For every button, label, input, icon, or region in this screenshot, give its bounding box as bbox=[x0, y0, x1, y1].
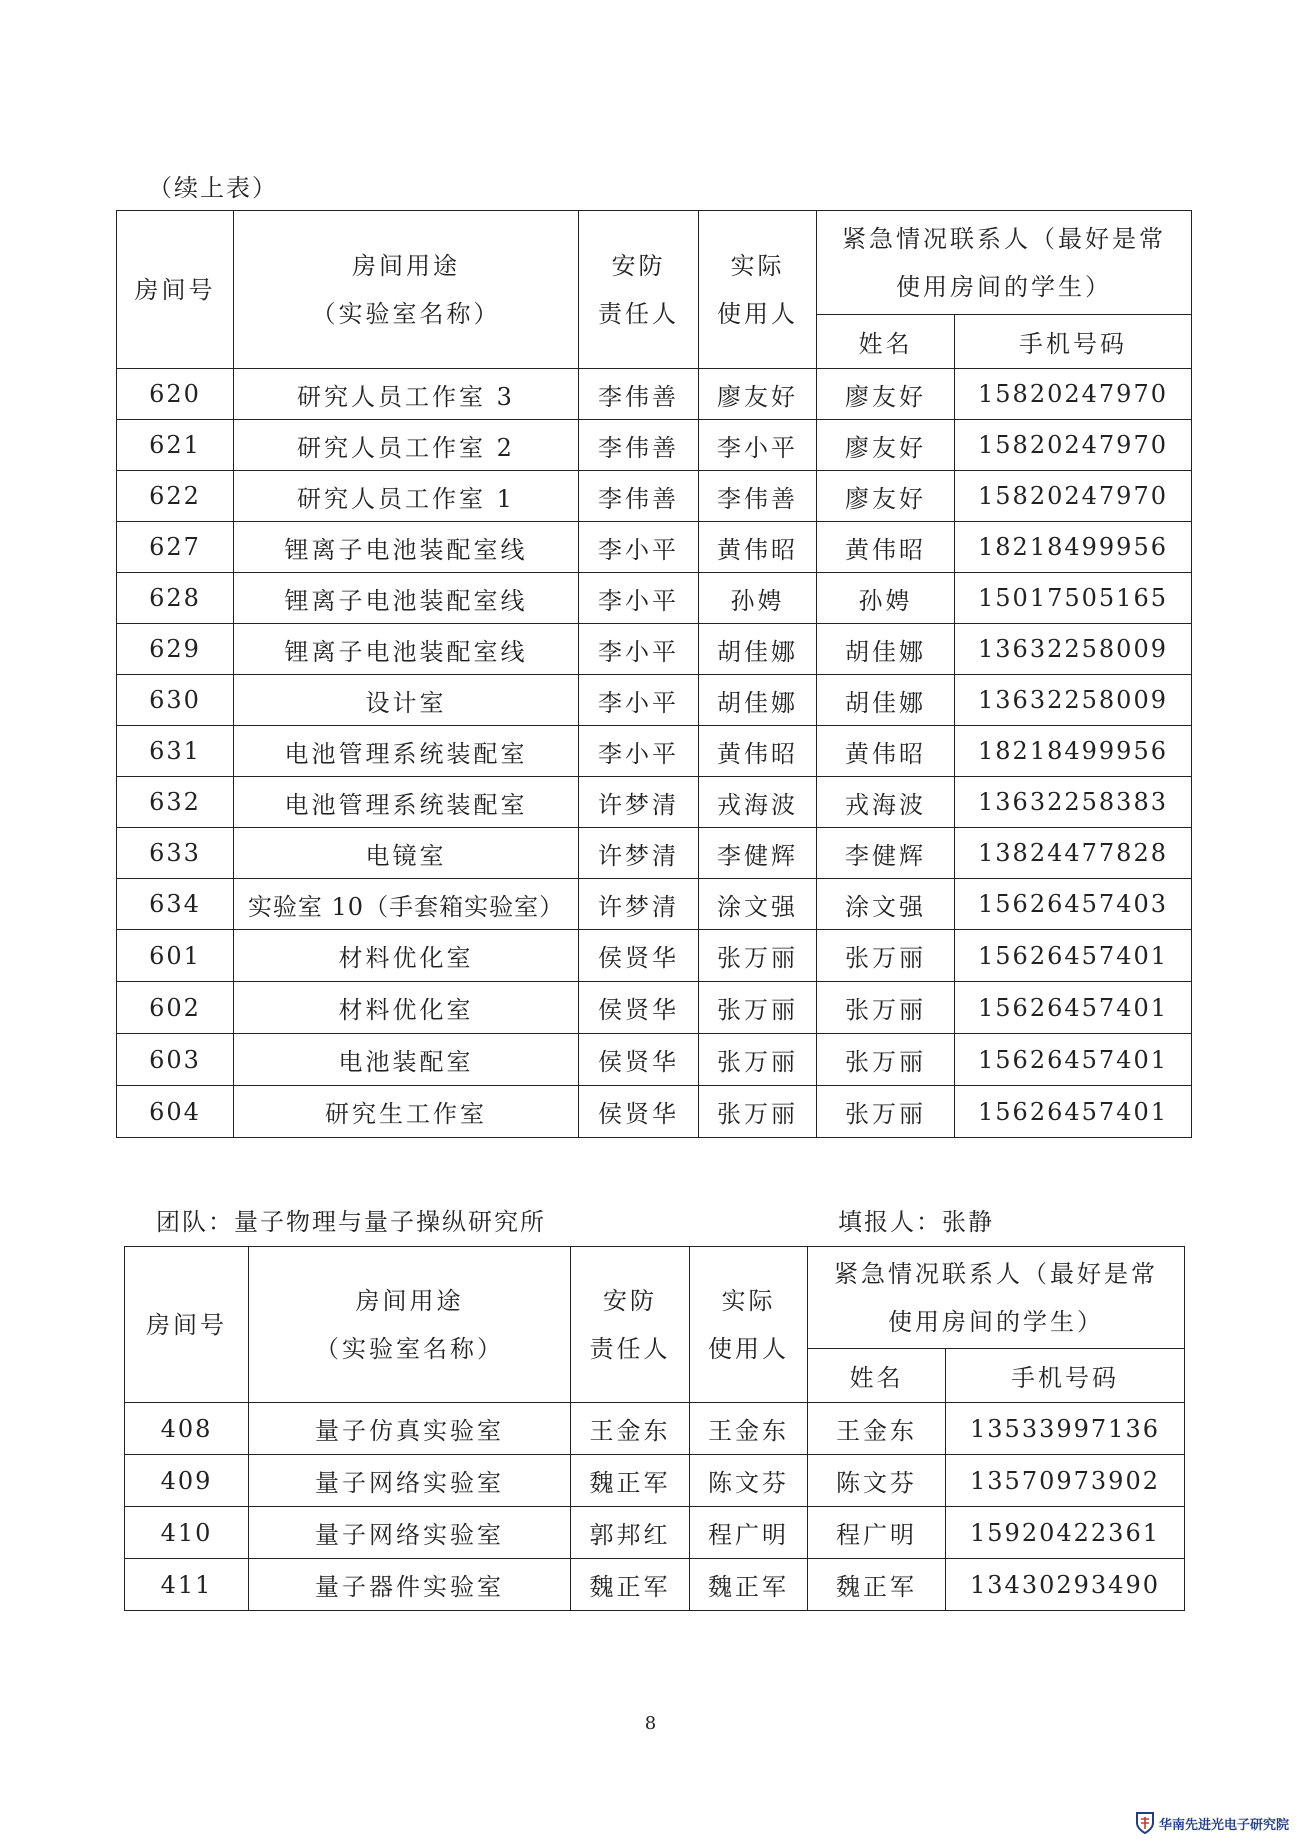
cell-contact-name: 张万丽 bbox=[817, 1086, 955, 1138]
table2 bbox=[124, 1246, 1185, 1611]
table-row bbox=[117, 777, 1192, 828]
cell-user: 张万丽 bbox=[699, 930, 817, 982]
cell-contact-name: 程广明 bbox=[808, 1507, 946, 1559]
cell-safety: 李小平 bbox=[579, 675, 699, 726]
cell-room: 410 bbox=[125, 1507, 249, 1559]
cell-phone: 15626457401 bbox=[955, 1086, 1192, 1138]
cell-usage: 电池管理系统装配室 bbox=[234, 777, 579, 828]
table-row bbox=[117, 471, 1192, 522]
cell-usage: 电池管理系统装配室 bbox=[234, 726, 579, 777]
cell-room: 620 bbox=[117, 369, 234, 420]
cell-room: 633 bbox=[117, 828, 234, 879]
table-row bbox=[117, 420, 1192, 471]
header-contact-line1: 紧急情况联系人（最好是常 bbox=[834, 1259, 1158, 1288]
institute-logo bbox=[1135, 1811, 1289, 1835]
header-contact bbox=[817, 211, 1192, 315]
cell-phone: 13632258383 bbox=[955, 777, 1192, 828]
header-user-line1: 实际 bbox=[721, 1286, 776, 1315]
cell-safety: 魏正军 bbox=[571, 1455, 690, 1507]
cell-usage: 研究人员工作室 2 bbox=[234, 420, 579, 471]
table-row bbox=[117, 1086, 1192, 1138]
cell-phone: 15626457401 bbox=[955, 930, 1192, 982]
cell-contact-name: 廖友好 bbox=[817, 471, 955, 522]
cell-usage: 量子器件实验室 bbox=[249, 1559, 571, 1611]
header-usage-line1: 房间用途 bbox=[355, 1286, 464, 1315]
cell-contact-name: 涂文强 bbox=[817, 879, 955, 930]
cell-safety: 李小平 bbox=[579, 624, 699, 675]
cell-safety: 李小平 bbox=[579, 573, 699, 624]
shield-icon bbox=[1135, 1811, 1155, 1835]
table1 bbox=[116, 210, 1192, 1138]
cell-user: 张万丽 bbox=[699, 1086, 817, 1138]
cell-safety: 侯贤华 bbox=[579, 1086, 699, 1138]
cell-usage: 量子网络实验室 bbox=[249, 1455, 571, 1507]
header-safety bbox=[579, 211, 699, 369]
cell-phone: 18218499956 bbox=[955, 726, 1192, 777]
cell-safety: 王金东 bbox=[571, 1403, 690, 1455]
header-safety-line2: 责任人 bbox=[598, 299, 679, 328]
cell-room: 634 bbox=[117, 879, 234, 930]
cell-usage: 材料优化室 bbox=[234, 982, 579, 1034]
cell-room: 629 bbox=[117, 624, 234, 675]
header-usage-line2: （实验室名称） bbox=[311, 299, 501, 328]
cell-safety: 魏正军 bbox=[571, 1559, 690, 1611]
header-contact bbox=[808, 1247, 1185, 1349]
cell-contact-name: 戎海波 bbox=[817, 777, 955, 828]
logo-text: 华南先进光电子研究院 bbox=[1158, 1817, 1289, 1833]
table-row bbox=[125, 1403, 1185, 1455]
cell-room: 602 bbox=[117, 982, 234, 1034]
header-phone: 手机号码 bbox=[955, 315, 1192, 369]
cell-usage: 研究生工作室 bbox=[234, 1086, 579, 1138]
header-contact-line1: 紧急情况联系人（最好是常 bbox=[842, 224, 1166, 253]
cell-contact-name: 胡佳娜 bbox=[817, 675, 955, 726]
table1-caption: （续上表） bbox=[148, 174, 278, 202]
cell-usage: 锂离子电池装配室线 bbox=[234, 624, 579, 675]
cell-safety: 李伟善 bbox=[579, 420, 699, 471]
table-row bbox=[117, 726, 1192, 777]
cell-contact-name: 张万丽 bbox=[817, 1034, 955, 1086]
table-row bbox=[117, 675, 1192, 726]
cell-user: 陈文芬 bbox=[690, 1455, 808, 1507]
header-contact-line2: 使用房间的学生） bbox=[896, 272, 1112, 301]
cell-safety: 侯贤华 bbox=[579, 930, 699, 982]
cell-phone: 13533997136 bbox=[946, 1403, 1185, 1455]
table-row bbox=[117, 573, 1192, 624]
cell-usage: 锂离子电池装配室线 bbox=[234, 522, 579, 573]
cell-user: 胡佳娜 bbox=[699, 624, 817, 675]
cell-room: 411 bbox=[125, 1559, 249, 1611]
cell-phone: 13632258009 bbox=[955, 624, 1192, 675]
page-number: 8 bbox=[644, 1713, 657, 1734]
header-contact-line2: 使用房间的学生） bbox=[888, 1307, 1104, 1336]
cell-usage: 电池装配室 bbox=[234, 1034, 579, 1086]
cell-usage: 研究人员工作室 1 bbox=[234, 471, 579, 522]
cell-safety: 李小平 bbox=[579, 726, 699, 777]
cell-safety: 李伟善 bbox=[579, 369, 699, 420]
header-user bbox=[690, 1247, 808, 1403]
cell-room: 408 bbox=[125, 1403, 249, 1455]
table-row bbox=[117, 982, 1192, 1034]
table1-body bbox=[117, 211, 1192, 1138]
header-room: 房间号 bbox=[125, 1247, 249, 1403]
table-row bbox=[125, 1559, 1185, 1611]
cell-phone: 15820247970 bbox=[955, 471, 1192, 522]
cell-user: 孙娉 bbox=[699, 573, 817, 624]
header-phone: 手机号码 bbox=[946, 1349, 1185, 1403]
table-row bbox=[117, 522, 1192, 573]
cell-phone: 15017505165 bbox=[955, 573, 1192, 624]
cell-room: 631 bbox=[117, 726, 234, 777]
cell-phone: 15626457401 bbox=[955, 1034, 1192, 1086]
table-row bbox=[117, 879, 1192, 930]
cell-contact-name: 张万丽 bbox=[817, 930, 955, 982]
cell-contact-name: 孙娉 bbox=[817, 573, 955, 624]
cell-contact-name: 李健辉 bbox=[817, 828, 955, 879]
header-safety-line1: 安防 bbox=[603, 1286, 657, 1315]
cell-phone: 13430293490 bbox=[946, 1559, 1185, 1611]
cell-usage: 材料优化室 bbox=[234, 930, 579, 982]
header-usage-line1: 房间用途 bbox=[352, 251, 460, 280]
table2-body bbox=[125, 1247, 1185, 1611]
cell-room: 603 bbox=[117, 1034, 234, 1086]
cell-contact-name: 胡佳娜 bbox=[817, 624, 955, 675]
cell-safety: 侯贤华 bbox=[579, 982, 699, 1034]
table-row bbox=[125, 1455, 1185, 1507]
cell-user: 李小平 bbox=[699, 420, 817, 471]
cell-safety: 郭邦红 bbox=[571, 1507, 690, 1559]
cell-safety: 李小平 bbox=[579, 522, 699, 573]
cell-contact-name: 陈文芬 bbox=[808, 1455, 946, 1507]
table2-header-row bbox=[125, 1247, 1185, 1349]
cell-safety: 许梦清 bbox=[579, 879, 699, 930]
header-safety-line1: 安防 bbox=[611, 251, 666, 280]
cell-user: 张万丽 bbox=[699, 1034, 817, 1086]
cell-usage: 实验室 10（手套箱实验室） bbox=[234, 879, 579, 930]
cell-room: 622 bbox=[117, 471, 234, 522]
cell-safety: 侯贤华 bbox=[579, 1034, 699, 1086]
cell-usage: 电镜室 bbox=[234, 828, 579, 879]
cell-usage: 量子网络实验室 bbox=[249, 1507, 571, 1559]
cell-contact-name: 王金东 bbox=[808, 1403, 946, 1455]
cell-room: 630 bbox=[117, 675, 234, 726]
cell-room: 621 bbox=[117, 420, 234, 471]
cell-usage: 量子仿真实验室 bbox=[249, 1403, 571, 1455]
cell-usage: 设计室 bbox=[234, 675, 579, 726]
cell-usage: 研究人员工作室 3 bbox=[234, 369, 579, 420]
cell-room: 601 bbox=[117, 930, 234, 982]
table-row bbox=[117, 369, 1192, 420]
cell-user: 胡佳娜 bbox=[699, 675, 817, 726]
cell-contact-name: 黄伟昭 bbox=[817, 522, 955, 573]
cell-phone: 13632258009 bbox=[955, 675, 1192, 726]
cell-phone: 15820247970 bbox=[955, 369, 1192, 420]
cell-user: 王金东 bbox=[690, 1403, 808, 1455]
header-user-line2: 使用人 bbox=[708, 1334, 789, 1363]
cell-phone: 13824477828 bbox=[955, 828, 1192, 879]
cell-phone: 15920422361 bbox=[946, 1507, 1185, 1559]
header-room: 房间号 bbox=[117, 211, 234, 369]
cell-user: 李健辉 bbox=[699, 828, 817, 879]
cell-room: 627 bbox=[117, 522, 234, 573]
cell-user: 戎海波 bbox=[699, 777, 817, 828]
table-row bbox=[117, 1034, 1192, 1086]
cell-room: 409 bbox=[125, 1455, 249, 1507]
cell-user: 廖友好 bbox=[699, 369, 817, 420]
header-user bbox=[699, 211, 817, 369]
table-row bbox=[117, 930, 1192, 982]
cell-contact-name: 廖友好 bbox=[817, 420, 955, 471]
header-name: 姓名 bbox=[808, 1349, 946, 1403]
header-user-line1: 实际 bbox=[730, 251, 785, 280]
cell-room: 628 bbox=[117, 573, 234, 624]
cell-user: 程广明 bbox=[690, 1507, 808, 1559]
table-row bbox=[117, 828, 1192, 879]
cell-contact-name: 黄伟昭 bbox=[817, 726, 955, 777]
cell-user: 魏正军 bbox=[690, 1559, 808, 1611]
cell-phone: 15626457401 bbox=[955, 982, 1192, 1034]
header-safety-line2: 责任人 bbox=[589, 1334, 671, 1363]
cell-contact-name: 廖友好 bbox=[817, 369, 955, 420]
cell-user: 涂文强 bbox=[699, 879, 817, 930]
cell-phone: 15820247970 bbox=[955, 420, 1192, 471]
cell-user: 李伟善 bbox=[699, 471, 817, 522]
table2-team: 团队：量子物理与量子操纵研究所 bbox=[156, 1208, 546, 1236]
header-safety bbox=[571, 1247, 690, 1403]
header-usage bbox=[249, 1247, 571, 1403]
header-user-line2: 使用人 bbox=[717, 299, 798, 328]
cell-safety: 许梦清 bbox=[579, 777, 699, 828]
cell-contact-name: 张万丽 bbox=[817, 982, 955, 1034]
cell-usage: 锂离子电池装配室线 bbox=[234, 573, 579, 624]
cell-user: 黄伟昭 bbox=[699, 522, 817, 573]
table-row bbox=[117, 624, 1192, 675]
cell-phone: 13570973902 bbox=[946, 1455, 1185, 1507]
cell-room: 632 bbox=[117, 777, 234, 828]
cell-user: 黄伟昭 bbox=[699, 726, 817, 777]
cell-room: 604 bbox=[117, 1086, 234, 1138]
header-name: 姓名 bbox=[817, 315, 955, 369]
cell-phone: 18218499956 bbox=[955, 522, 1192, 573]
cell-safety: 许梦清 bbox=[579, 828, 699, 879]
header-usage-line2: （实验室名称） bbox=[315, 1334, 504, 1363]
cell-contact-name: 魏正军 bbox=[808, 1559, 946, 1611]
table2-reporter: 填报人：张静 bbox=[838, 1208, 994, 1236]
header-usage bbox=[234, 211, 579, 369]
table1-header-row bbox=[117, 211, 1192, 315]
cell-phone: 15626457403 bbox=[955, 879, 1192, 930]
cell-user: 张万丽 bbox=[699, 982, 817, 1034]
table-row bbox=[125, 1507, 1185, 1559]
cell-safety: 李伟善 bbox=[579, 471, 699, 522]
